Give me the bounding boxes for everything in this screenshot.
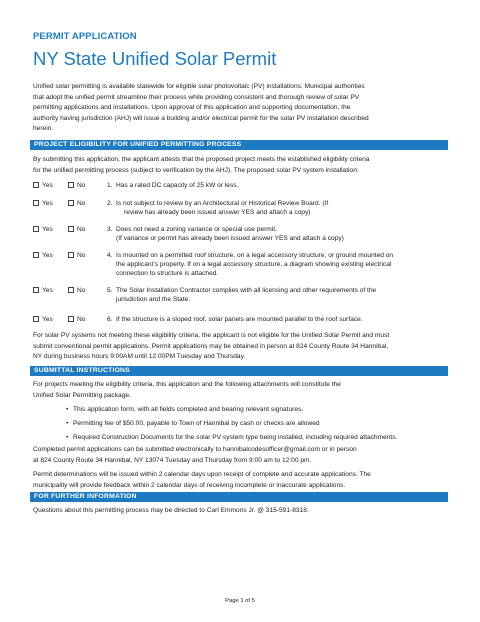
yes-checkbox[interactable] bbox=[33, 251, 53, 260]
submittal-bullet bbox=[66, 419, 320, 429]
no-checkbox[interactable] bbox=[68, 199, 85, 208]
determination-line: Permit determinations will be issued within 2 calendar days upon receipt of complete and accurate applications. The bbox=[33, 471, 371, 478]
no-checkbox[interactable] bbox=[68, 225, 85, 234]
no-label: No bbox=[77, 252, 86, 259]
closing-line: NY during business hours 9:00AM until 12:00PM Tuesday and Thursday. bbox=[33, 353, 246, 361]
bullet-text: Permitting fee of $50.00, payable to Town of Hannibal by cash or checks are allowed bbox=[73, 420, 320, 427]
checkbox-box-icon bbox=[33, 252, 39, 258]
item-text bbox=[116, 225, 447, 243]
yes-checkbox[interactable] bbox=[33, 286, 53, 295]
eligibility-heading: PROJECT ELIGIBILITY FOR UNIFIED PERMITTING PROCESS bbox=[30, 140, 448, 150]
item-line: (If variance or permit has already been issued answer YES and attach a copy) bbox=[116, 235, 344, 242]
item-line: The Solar Installation Contractor complies with all licensing and other requirements of the bbox=[116, 287, 377, 294]
yes-label: Yes bbox=[42, 182, 53, 189]
checkbox-box-icon bbox=[68, 182, 74, 188]
no-checkbox[interactable] bbox=[68, 286, 85, 295]
yes-label: Yes bbox=[42, 226, 53, 233]
yes-checkbox[interactable] bbox=[33, 315, 53, 324]
item-text bbox=[116, 315, 447, 324]
no-label: No bbox=[77, 226, 86, 233]
item-line: If the structure is a sloped roof, solar panels are mounted parallel to the roof surface. bbox=[116, 316, 363, 323]
intro-line: authority having jurisdiction (AHJ) will issue a building and/or electrical permit for the solar PV installation described bbox=[33, 114, 369, 122]
submittal-bullet bbox=[66, 433, 398, 443]
document-kicker: PERMIT APPLICATION bbox=[33, 31, 137, 42]
after-line: at 824 County Route 34 Hannibal, NY 13074 Tuesday and Thursday from 9:00 am to 12:00 pm. bbox=[33, 456, 312, 464]
intro-paragraph bbox=[33, 82, 369, 135]
checkbox-box-icon bbox=[33, 226, 39, 232]
yes-checkbox[interactable] bbox=[33, 199, 53, 208]
checkbox-box-icon bbox=[68, 200, 74, 206]
checkbox-box-icon bbox=[68, 226, 74, 232]
item-line: Is not subject to review by an Architectural or Historical Review Board. (If bbox=[116, 200, 329, 207]
eligibility-closing bbox=[33, 331, 389, 363]
submittal-after bbox=[33, 445, 357, 466]
checkbox-box-icon bbox=[33, 287, 39, 293]
item-number: 6. bbox=[107, 316, 113, 323]
intro-line: that adopt the unified permit streamline their process while providing consistent and thorough review of solar PV bbox=[33, 93, 360, 101]
lead-line: for the unified permitting process (subject to verification by the AHJ). The proposed solar PV system installation: bbox=[33, 166, 359, 174]
no-checkbox[interactable] bbox=[68, 181, 85, 190]
page-number: Page 1 of 5 bbox=[225, 598, 255, 604]
item-line: review has already been issued answer YES and attach a copy) bbox=[124, 209, 311, 216]
checkbox-box-icon bbox=[33, 316, 39, 322]
item-text bbox=[116, 181, 447, 190]
no-label: No bbox=[77, 200, 86, 207]
no-label: No bbox=[77, 287, 86, 294]
submittal-bullet bbox=[66, 405, 304, 415]
yes-label: Yes bbox=[42, 287, 53, 294]
item-number: 4. bbox=[107, 252, 113, 259]
no-checkbox[interactable] bbox=[68, 315, 85, 324]
intro-line: herein. bbox=[33, 125, 54, 133]
item-number: 3. bbox=[107, 226, 113, 233]
no-label: No bbox=[77, 316, 86, 323]
page-title: NY State Unified Solar Permit bbox=[33, 48, 277, 69]
item-text bbox=[116, 199, 447, 217]
bullet-text: This application form, with all fields completed and bearing relevant signatures. bbox=[73, 406, 304, 413]
no-label: No bbox=[77, 182, 86, 189]
item-line: Is mounted on a permitted roof structure, on a legal accessory structure, or ground mounted on bbox=[116, 252, 394, 259]
item-number: 2. bbox=[107, 200, 113, 207]
eligibility-lead bbox=[33, 155, 369, 176]
yes-label: Yes bbox=[42, 200, 53, 207]
item-number: 1. bbox=[107, 182, 113, 189]
submittal-determination bbox=[33, 470, 371, 491]
bullet-icon: • bbox=[66, 406, 69, 413]
checkbox-box-icon bbox=[33, 182, 39, 188]
yes-checkbox[interactable] bbox=[33, 181, 53, 190]
no-checkbox[interactable] bbox=[68, 251, 85, 260]
item-line: Does not need a zoning variance or special use permit. bbox=[116, 226, 277, 233]
submittal-heading: SUBMITTAL INSTRUCTIONS bbox=[30, 366, 448, 376]
determination-line: municipality will provide feedback within 2 calendar days of receiving incomplete or inaccurate applications. bbox=[33, 481, 346, 489]
checkbox-box-icon bbox=[33, 200, 39, 206]
closing-line: For solar PV systems not meeting these eligibility criteria, the applicant is not eligible for the Unified Solar Permit and must bbox=[33, 332, 390, 339]
intro-line: Unified solar permitting is available statewide for eligible solar photovoltaic (PV) installations. Municipal authorities bbox=[33, 83, 365, 90]
closing-line: submit conventional permit applications. Permit applications may be obtained in person at 824 County Route 34 Hannibal, bbox=[33, 342, 389, 350]
lead-line: By submitting this application, the applicant attests that the proposed project meets the established eligibility criteria bbox=[33, 156, 370, 163]
yes-label: Yes bbox=[42, 252, 53, 259]
bullet-icon: • bbox=[66, 420, 69, 427]
checkbox-box-icon bbox=[68, 252, 74, 258]
yes-checkbox[interactable] bbox=[33, 225, 53, 234]
checkbox-box-icon bbox=[68, 287, 74, 293]
submittal-lead bbox=[33, 380, 341, 401]
yes-label: Yes bbox=[42, 316, 53, 323]
item-text bbox=[116, 251, 447, 278]
item-line: Has a rated DC capacity of 25 kW or less. bbox=[116, 182, 239, 189]
bullet-icon: • bbox=[66, 434, 69, 441]
item-text bbox=[116, 286, 447, 304]
lead-line: For projects meeting the eligibility criteria, this application and the following attachments will constitute the bbox=[33, 381, 341, 388]
further-heading: FOR FURTHER INFORMATION bbox=[30, 492, 448, 502]
checkbox-box-icon bbox=[68, 316, 74, 322]
item-line: connection to structure is attached. bbox=[116, 270, 219, 277]
item-line: the applicant’s property. If on a legal accessory structure, a diagram showing existing electrical bbox=[116, 261, 392, 268]
item-line: jurisdiction and the State. bbox=[116, 296, 191, 303]
after-line: Completed permit applications can be submitted electronically to hannibalcodesofficer@gmail.com or in person bbox=[33, 446, 357, 453]
further-text: Questions about this permitting process may be directed to Carl Emmons Jr. @ 315-591-8318. bbox=[33, 507, 309, 514]
bullet-text: Required Construction Documents for the solar PV system type being installed, including required attachments. bbox=[73, 434, 398, 441]
lead-line: Unified Solar Permitting package. bbox=[33, 391, 131, 399]
item-number: 5. bbox=[107, 287, 113, 294]
intro-line: permitting applications and installations. Upon approval of this application and supporting documentation, the bbox=[33, 104, 351, 112]
